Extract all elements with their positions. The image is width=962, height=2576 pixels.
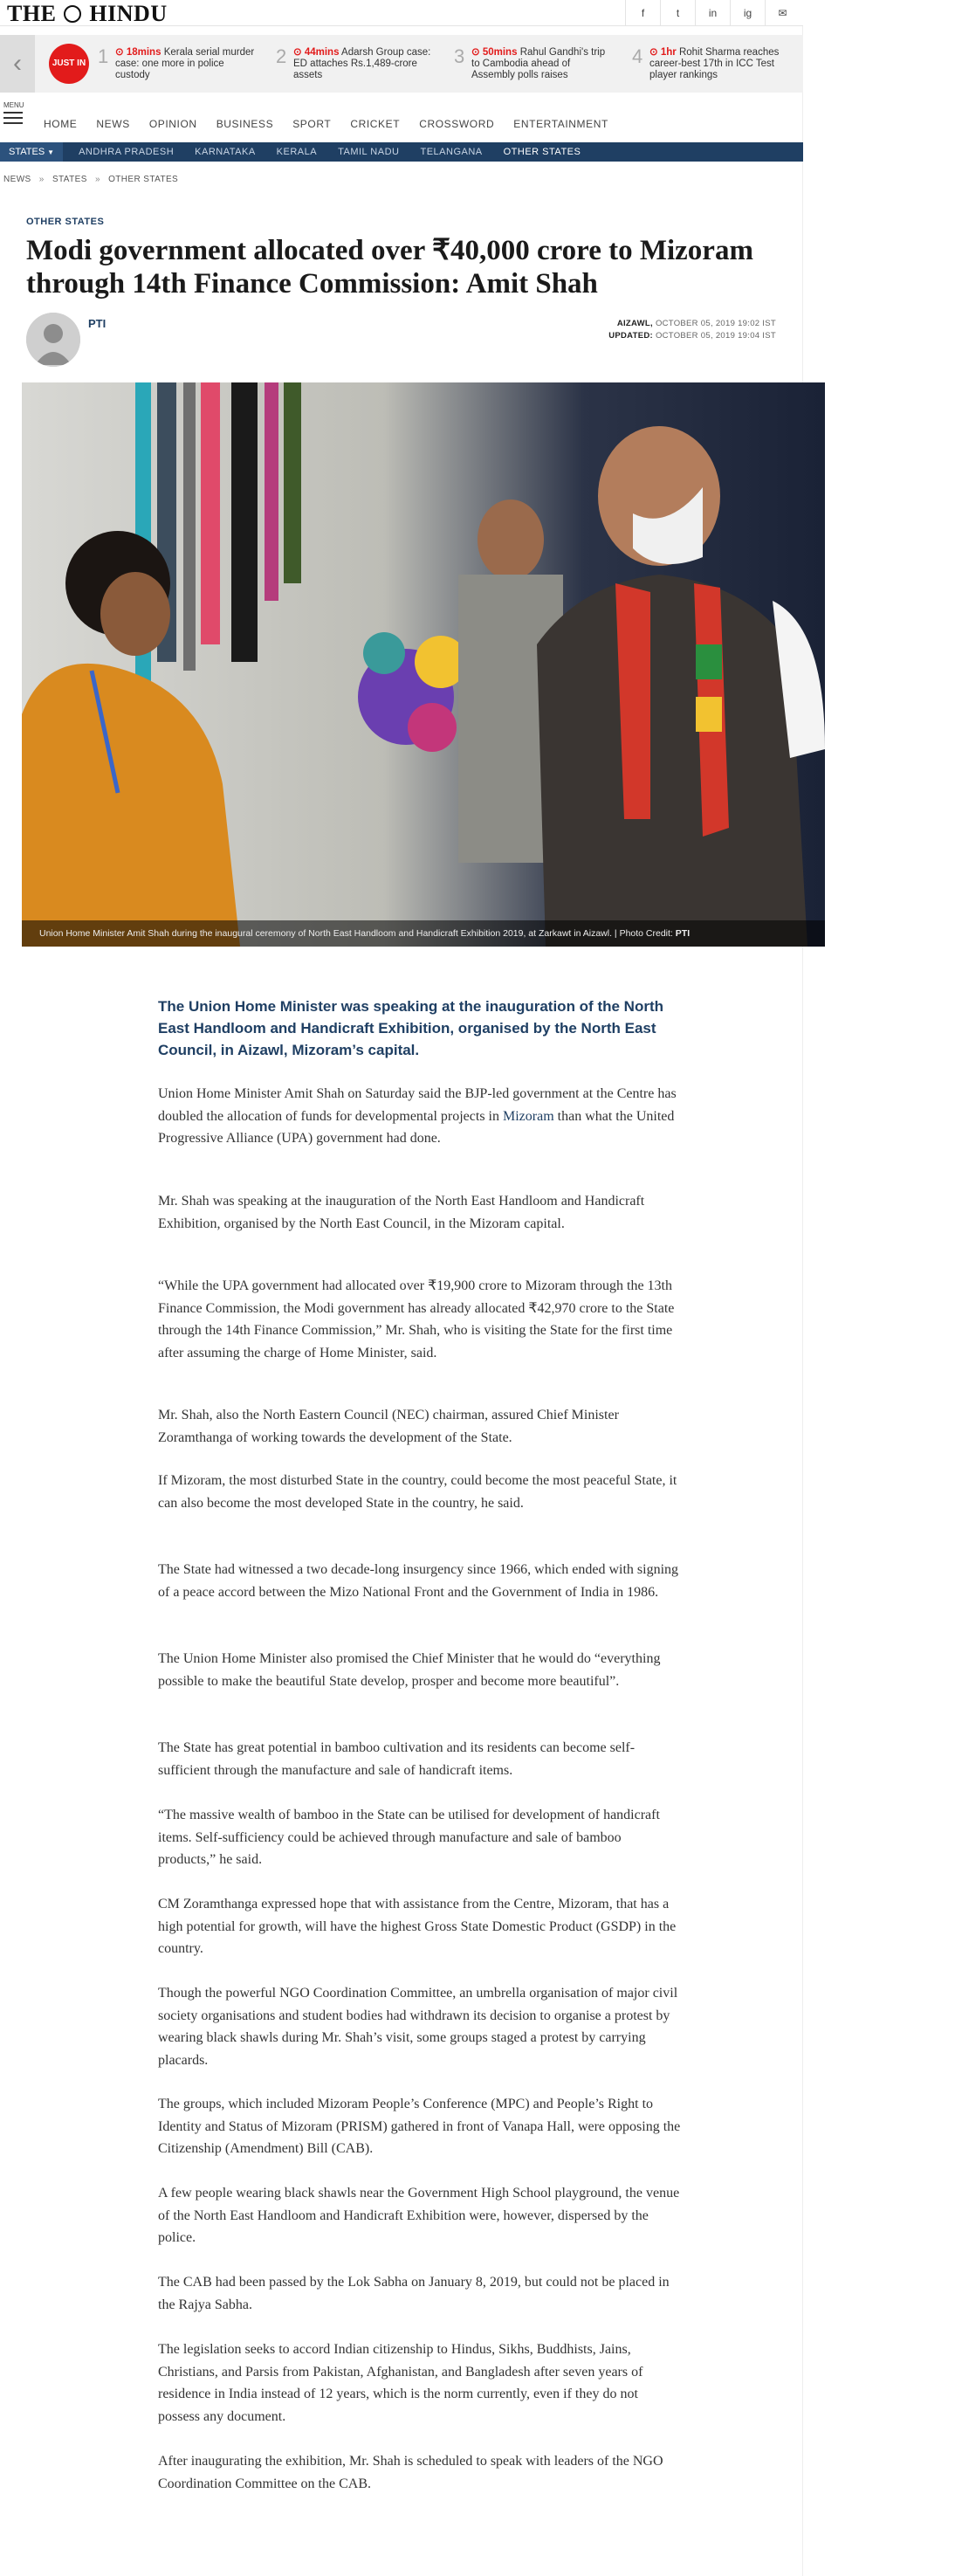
article-paragraph [158,1083,682,1150]
breadcrumb-news[interactable]: NEWS [3,175,31,184]
item-headline: Adarsh Group case: ED attaches Rs.1,489-crore assets [293,47,431,80]
paragraph-text: Union Home Minister Amit Shah on Saturday said the BJP-led government at the Centre has doubled the allocation of funds for developmental projects in [158,1086,677,1124]
article-paragraph: The groups, which included Mizoram People’s Conference (MPC) and People’s Right to Identity and Status of Mizoram (PRISM) gathered in front of Vanapa Hall, were opposing the Citizenship (Amendment) Bill (CAB). [158,2097,681,2156]
hero-image [22,382,825,947]
facebook-icon[interactable]: f [625,0,660,26]
social-links [625,0,800,26]
author-name[interactable]: PTI [88,317,107,330]
main-nav [44,118,628,130]
email-icon[interactable]: ✉ [765,0,800,26]
article-paragraph: The State had witnessed a two decade-long insurgency since 1966, which ended with signing of a peace accord between the Mizo National Front and the Government of India in 1986. [158,1562,679,1600]
menu-label: MENU [3,101,24,109]
logo-name: HINDU [89,1,168,26]
article-paragraph: The CAB had been passed by the Lok Sabha on January 8, 2019, but could not be placed in the Rajya Sabha. [158,2275,670,2312]
nav-item-opinion[interactable]: OPINION [148,118,197,130]
site-logo[interactable] [7,1,168,27]
article-paragraph: The Union Home Minister also promised the Chief Minister that he would do “everything possible to make the beautiful State develop, prosper and become more beautiful”. [158,1651,661,1689]
clock-icon: ⊙ [293,47,302,58]
item-text [649,47,794,81]
article-paragraph: If Mizoram, the most disturbed State in the country, could become the most peaceful State, it can also become the most developed State in the country, he said. [158,1473,677,1511]
item-number: 1 [98,45,109,67]
logo-emblem-icon [64,5,81,23]
mizoram-link[interactable]: Mizoram [503,1108,554,1124]
item-time: 1hr [660,47,677,58]
article-paragraph: The legislation seeks to accord Indian citizenship to Hindus, Sikhs, Buddhists, Jains, Christians, and Parsis from Pakistan, Afghanistan, and Bangladesh after seven years of residence in India instead of 12 years, which is the norm currently, even if they do not possess any document. [158,2342,643,2424]
image-caption [22,920,825,947]
article-paragraph: A few people wearing black shawls near the Government High School playground, the venue of the North East Handloom and Handicraft Exhibition were, however, dispersed by the police. [158,2186,680,2245]
caption-text: Union Home Minister Amit Shah during the inaugural ceremony of North East Handloom and Handicraft Exhibition 2019, at Zarkawt in Aizawl. [39,928,612,939]
item-number: 3 [454,45,465,67]
updated-date: OCTOBER 05, 2019 19:04 IST [655,331,776,341]
twitter-icon[interactable]: t [660,0,695,26]
article-paragraph: Though the powerful NGO Coordination Committee, an umbrella organisation of major civil society organisations and student bodies had withdrawn its decision to organise a protest by wearing black shawls during Mr. Shah’s visit, some groups staged a protest by carrying placards. [158,1986,678,2068]
article-paragraph: Mr. Shah was speaking at the inauguration of the North East Handloom and Handicraft Exhibition, organised by the North East Council, in the Mizoram capital. [158,1194,645,1231]
breadcrumb-background [0,165,803,203]
dateline-place: AIZAWL, [616,319,653,328]
logo-the: THE [7,1,57,26]
caret-down-icon: ▼ [47,148,55,156]
hero-photo [22,382,825,947]
just-in-item[interactable] [98,45,264,89]
item-time: 44mins [304,47,340,58]
just-in-strip [0,35,803,93]
section-label[interactable]: OTHER STATES [26,217,105,227]
breadcrumb-states[interactable]: STATES [52,175,87,184]
article-paragraph: “The massive wealth of bamboo in the State can be utilised for development of handicraft items. Self-sufficiency could be achieved through manufacture and sale of bamboo products,” he said. [158,1808,660,1867]
clock-icon: ⊙ [471,47,480,58]
states-item-karnataka[interactable]: KARNATAKA [195,147,256,157]
nav-item-news[interactable]: NEWS [96,118,130,130]
clock-icon: ⊙ [115,47,124,58]
paragraph-text: than what the United Progressive Alliance (UPA) government had done. [158,1108,675,1146]
nav-item-crossword[interactable]: CROSSWORD [419,118,495,130]
instagram-icon[interactable]: ig [730,0,765,26]
states-item-kerala[interactable]: KERALA [276,147,318,157]
article-paragraph: CM Zoramthanga expressed hope that with assistance from the Centre, Mizoram, that has a high potential for growth, will have the highest Gross State Domestic Product (GSDP) in the country. [158,1897,677,1956]
nav-item-sport[interactable]: SPORT [292,118,332,130]
states-item-other-states[interactable]: OTHER STATES [503,147,581,157]
breadcrumb-other-states[interactable]: OTHER STATES [108,175,179,184]
just-in-badge: JUST IN [49,44,89,84]
photo-credit: PTI [675,928,691,939]
just-in-item[interactable] [454,45,620,89]
photo-credit-label: | Photo Credit: [614,928,673,939]
nav-item-home[interactable]: HOME [44,118,78,130]
dateline [608,318,776,342]
item-text [471,47,615,81]
hamburger-menu-icon[interactable] [3,112,23,126]
states-item-telangana[interactable]: TELANGANA [420,147,483,157]
article-paragraph: “While the UPA government had allocated over ₹19,900 crore to Mizoram through the 13th Finance Commission, the Modi government has already allocated ₹42,970 crore to the State through the 14th Finance Commission,” Mr. Shah, who is visiting the State for the first time after assuming the charge of Home Minister, said. [158,1278,675,1360]
item-text [293,47,437,81]
article-paragraph: Mr. Shah, also the North Eastern Council (NEC) chairman, assured Chief Minister Zoramthanga of working towards the development of the State. [158,1408,619,1445]
article-lede: The Union Home Minister was speaking at the inauguration of the North East Handloom and Handicraft Exhibition, organised by the North East Council, in Aizawl, Mizoram’s capital. [158,998,663,1058]
item-headline: Rohit Sharma reaches career-best 17th in ICC Test player rankings [649,47,780,80]
linkedin-icon[interactable]: in [695,0,730,26]
item-headline: Kerala serial murder case: one more in police custody [115,47,255,80]
states-item-tamil-nadu[interactable]: TAMIL NADU [338,147,400,157]
nav-item-business[interactable]: BUSINESS [216,118,274,130]
item-number: 2 [276,45,287,67]
states-item-andhra-pradesh[interactable]: ANDHRA PRADESH [79,147,175,157]
breadcrumb-separator-icon: » [94,175,100,184]
breadcrumb-separator-icon: » [38,175,45,184]
item-text [115,47,259,81]
article-paragraph: The State has great potential in bamboo cultivation and its residents can become self-sufficient through the manufacture and sale of handicraft items. [158,1740,636,1778]
article-paragraph: After inaugurating the exhibition, Mr. Shah is scheduled to speak with leaders of the NGO Coordination Committee on the CAB. [158,2454,663,2491]
updated-label: UPDATED: [608,331,653,341]
states-nav [0,142,803,162]
item-time: 18mins [126,47,161,58]
author-avatar [26,313,80,367]
states-dropdown[interactable] [0,142,63,162]
headline: Modi government allocated over ₹40,000 crore to Mizoram through 14th Finance Commission: Amit Shah [26,235,753,300]
prev-arrow-icon[interactable]: ‹ [0,35,35,93]
breadcrumb [3,175,178,184]
states-dropdown-label: STATES [9,147,45,157]
item-time: 50mins [482,47,518,58]
item-number: 4 [632,45,643,67]
clock-icon: ⊙ [649,47,658,58]
just-in-item[interactable] [276,45,442,89]
item-headline: Rahul Gandhi's trip to Cambodia ahead of Assembly polls raises [471,47,606,80]
dateline-date: OCTOBER 05, 2019 19:02 IST [655,319,776,328]
nav-item-cricket[interactable]: CRICKET [350,118,401,130]
just-in-item[interactable] [632,45,798,89]
nav-item-entertainment[interactable]: ENTERTAINMENT [513,118,608,130]
top-bar [0,0,803,26]
